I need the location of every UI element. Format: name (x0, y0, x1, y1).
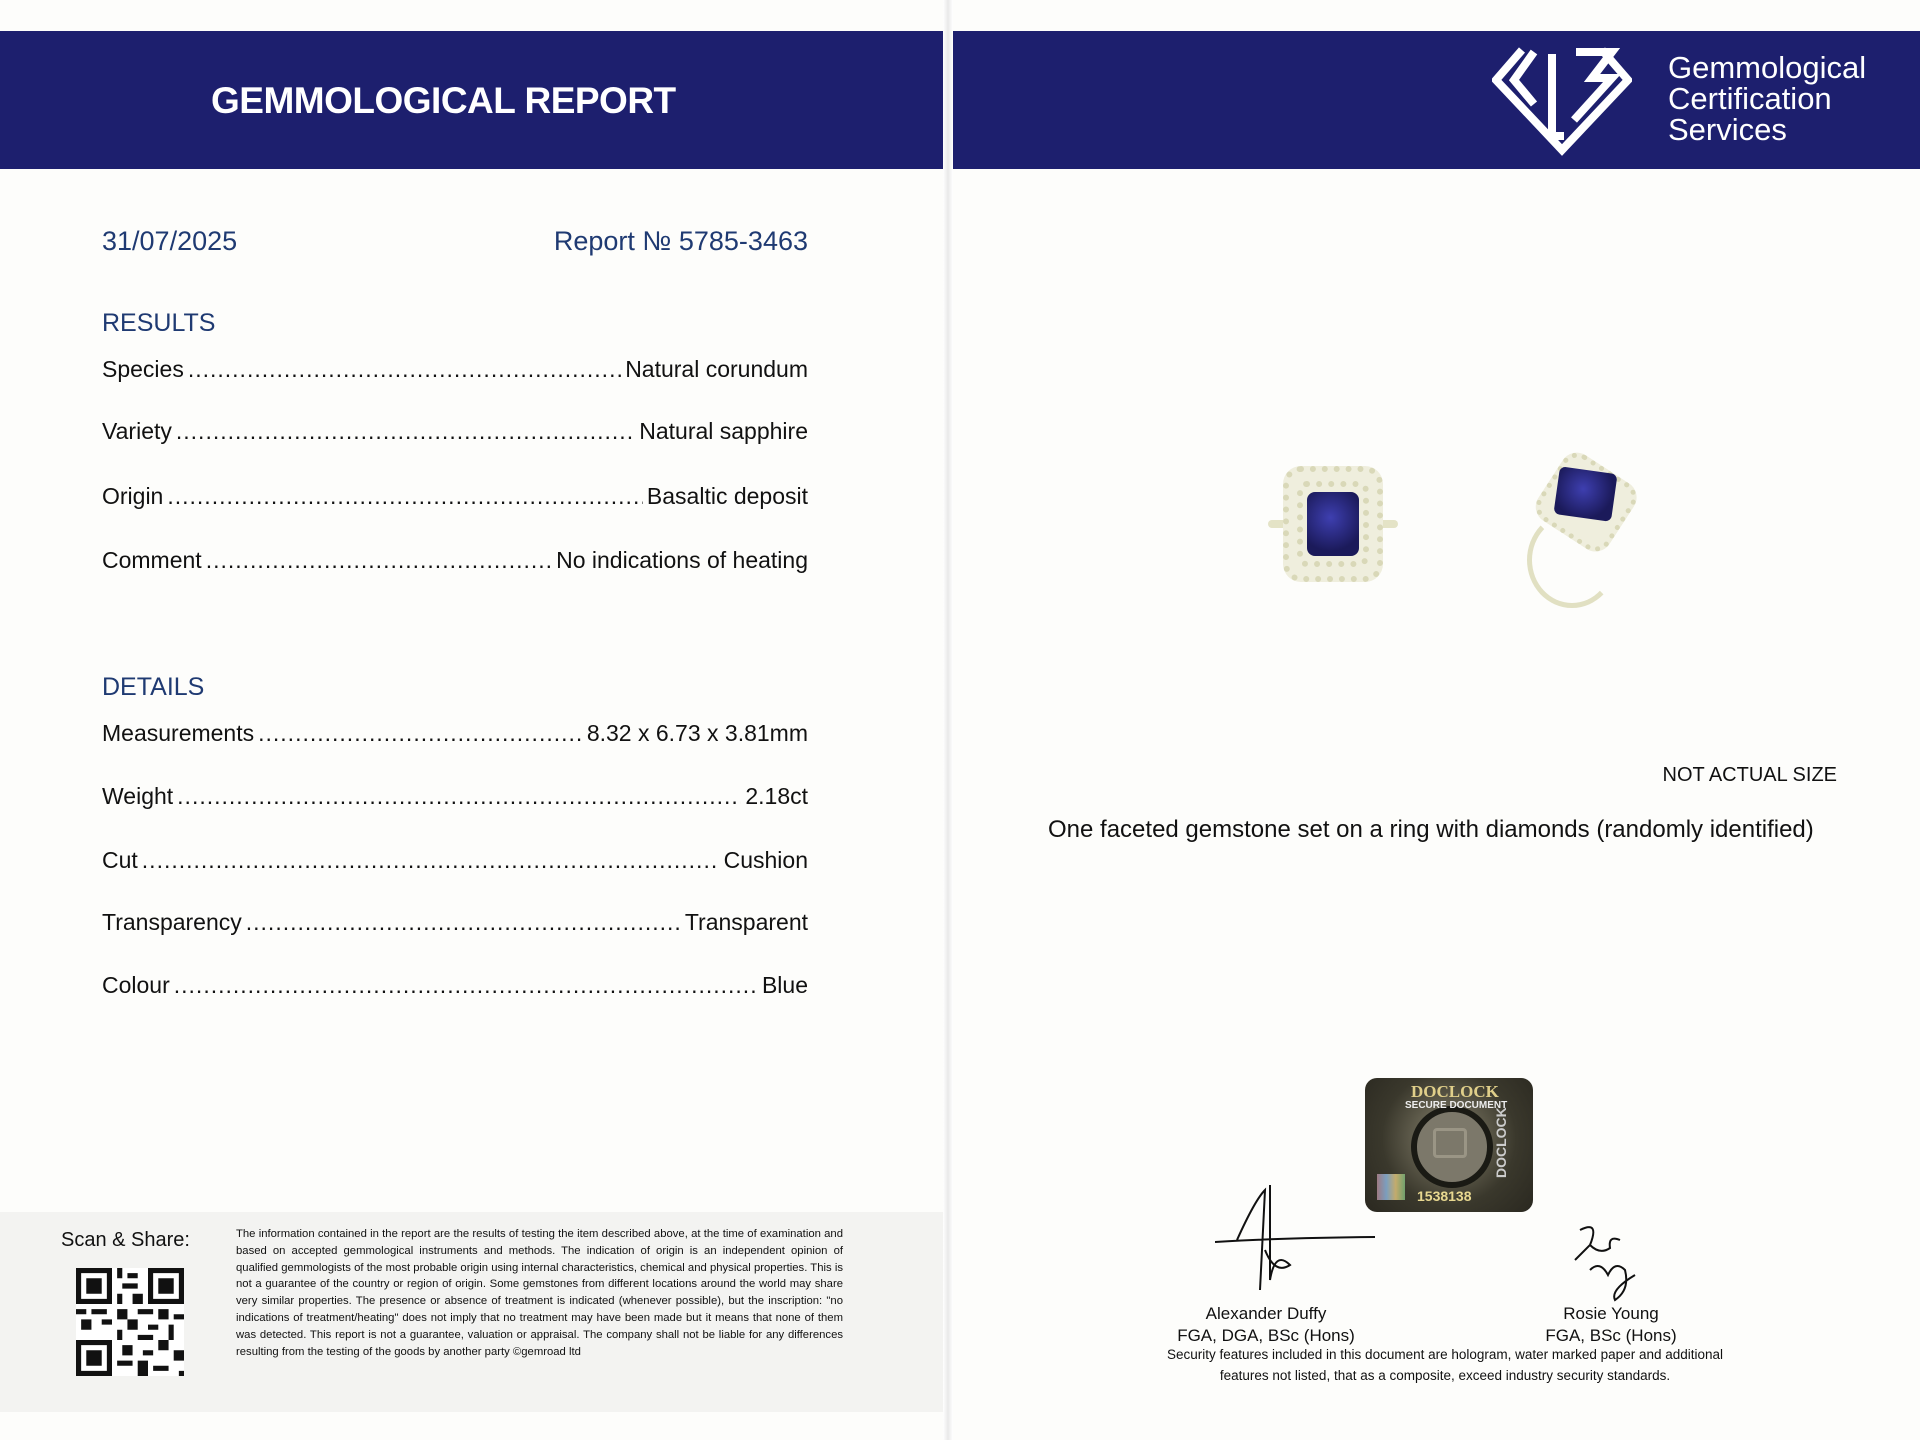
signature-rosie-young (1570, 1220, 1650, 1310)
qr-code-icon (76, 1267, 184, 1377)
hologram-text: SECURE DOCUMENT (1405, 1100, 1508, 1111)
padlock-icon (1433, 1128, 1467, 1158)
detail-row-weight: Weight ..... 2.18ct (102, 783, 808, 810)
gcs-diamond-logo-icon (1492, 44, 1632, 156)
report-number: Report № 5785-3463 (553, 226, 808, 256)
ring-photo-front (1268, 466, 1398, 582)
scan-share-label: Scan & Share: (61, 1229, 190, 1251)
detail-row-colour: Colour ..... Blue (102, 972, 808, 999)
signatory-2 (1461, 1303, 1761, 1347)
ring-photo-angled (1525, 452, 1655, 602)
report-title: GEMMOLOGICAL REPORT (211, 80, 676, 121)
doclock-hologram (1365, 1078, 1533, 1212)
security-note: Security features included in this document are hologram, water marked paper and additional features not listed, that as a composite, exceed industry security standards. (1166, 1347, 1724, 1383)
signatory-credentials: FGA, BSc (Hons) (1545, 1326, 1677, 1345)
results-heading: RESULTS (102, 309, 216, 337)
detail-row-measurements: Measurements ..... 8.32 x 6.73 x 3.81mm (102, 720, 808, 747)
result-row-origin: Origin ..... Basaltic deposit (102, 483, 808, 510)
result-row-comment: Comment ..... No indications of heating (102, 547, 808, 574)
sapphire-gem (1553, 466, 1617, 522)
result-row-variety: Variety ..... Natural sapphire (102, 418, 808, 445)
signature-alexander-duffy (1215, 1180, 1380, 1300)
gcs-logo-text: Gemmological Certification Services (1668, 50, 1867, 147)
item-description: One faceted gemstone set on a ring with diamonds (randomly identified) (1048, 816, 1814, 843)
hologram-serial: 1538138 (1417, 1188, 1472, 1204)
signatory-1 (1116, 1303, 1416, 1347)
signatory-name: Alexander Duffy (1205, 1304, 1327, 1323)
detail-row-cut: Cut ..... Cushion (102, 847, 808, 874)
report-date: 31/07/2025 (102, 226, 238, 256)
details-heading: DETAILS (102, 673, 205, 701)
gcs-logo (1492, 44, 1632, 156)
sapphire-gem (1307, 492, 1359, 556)
hologram-brand: DOCLOCK (1411, 1082, 1499, 1101)
signatory-credentials: FGA, DGA, BSc (Hons) (1177, 1326, 1355, 1345)
not-actual-size-label: NOT ACTUAL SIZE (1662, 764, 1837, 786)
qr-code[interactable] (76, 1267, 184, 1377)
result-row-species: Species ..... Natural corundum (102, 356, 808, 383)
hologram-brand-vertical: DOCLOCK (1493, 1107, 1509, 1178)
page-fold (943, 0, 953, 1440)
disclaimer-text: The information contained in the report are the results of testing the item described above, at the time of examination and based on accepted gemmological instruments and methods. The indication of origin is an independent opinion of qualified gemmologists of the most probable origin using internal characteristics, chemical and physical properties. This is not a guarantee of the country or region of origin. Some gemstones from different locations around the world may share very similar properties. The presence or absence of treatment is indicated (whenever possible), but the inscription: "no indications of treatment/heating" does not imply that no treatment may have been made but it means that none of them was detected. This report is not a guarantee, valuation or appraisal. The company shall not be liable for any differences resulting from the testing of the goods by another party ©gemroad ltd (236, 1228, 843, 1358)
signatory-name: Rosie Young (1563, 1304, 1659, 1323)
detail-row-transparency: Transparency ..... Transparent (102, 909, 808, 936)
